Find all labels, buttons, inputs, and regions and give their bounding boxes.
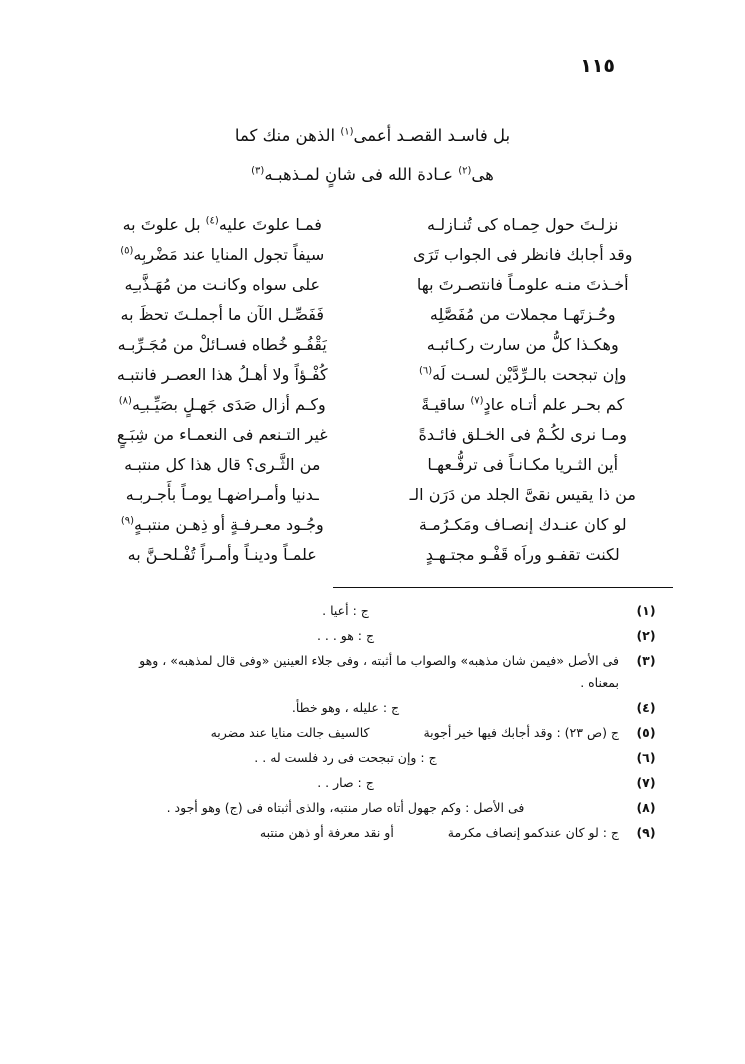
hemistich-right-text: ومـا نرى لكُـمْ فى الخـلق فائـدةً: [418, 424, 628, 444]
footnote-marker: (٦): [636, 749, 656, 765]
footnote-marker: (٨): [636, 799, 656, 815]
hemistich-left: [72, 539, 373, 569]
footnote-text-alt: كالسيف جالت منايا عند مضربه: [210, 724, 370, 740]
verse-row: [72, 539, 673, 569]
hemistich-left-text: وكـم أزال صَدَى جَهـلٍ بصَيِّـبـِه: [131, 394, 326, 414]
hemistich-right-text: لكنت تقفـو وراَه قَفْـو مجتـهـدٍ: [425, 544, 620, 564]
hemistich-left-text: من الثَّـرى؟ قال هذا كل منتبـه: [124, 454, 321, 474]
footnote-ref-7: (٧): [470, 395, 484, 407]
hemistich-right: [373, 509, 674, 539]
hemistich-right-text: وإن تبجحت بالـرِّدَّيْن لسـت لَه: [432, 364, 627, 384]
footnote-text-cont: بمعناه .: [580, 674, 619, 690]
verse-row: [72, 479, 673, 509]
footnote-row: [72, 820, 673, 845]
footnote-text: فى الأصل : وكم جهول أتاه صار منتبه، والذى أثبتاه فى (ج) وهو أجود .: [166, 799, 525, 815]
hemistich-left-text: غير التـنعم فى النعمـاء من شِبَـعٍ: [116, 424, 328, 444]
hemistich-left: [72, 269, 373, 299]
footnote-row: [72, 695, 673, 720]
footnote-body: [72, 598, 673, 845]
hemistich-left-text: علمـاً ودينـاً وأمـراً تُفْـلحـنَّ به: [127, 544, 317, 564]
footnote-row: [72, 648, 673, 695]
verse-row: [72, 509, 673, 539]
verse-row: [72, 299, 673, 329]
hemistich-left: [72, 359, 373, 389]
verse-row: [72, 359, 673, 389]
page-number: ١١٥: [580, 55, 615, 77]
footnote-text-main: ج (ص ٢٣) : وقد أجابك فيها خير أجوبة: [423, 724, 619, 740]
hemistich-right: [373, 449, 674, 479]
hemistich-right-text: من ذا يقيس نقىَّ الجلد من دَرَن الـ: [409, 484, 636, 504]
intro-line-1: [72, 119, 673, 152]
footnote-text: ج : صار . .: [317, 774, 374, 790]
verse-row: [72, 269, 673, 299]
hemistich-left: [72, 419, 373, 449]
footnote-divider: [333, 587, 673, 588]
hemistich-left: [72, 329, 373, 359]
footnote-ref-3: (٣): [251, 165, 265, 177]
hemistich-left: [72, 449, 373, 479]
footnote-text: ج : وإن تبجحت فى رد فلست له . .: [254, 749, 437, 765]
hemistich-left: [72, 239, 373, 269]
hemistich-right: [373, 269, 674, 299]
verse-table: [72, 209, 673, 569]
footnote-text: ج : أعيا .: [322, 602, 369, 618]
hemistich-right-text: وحُـزتَهـا مجملات من مُفَصَّلِه: [429, 304, 616, 324]
footnote-row: [72, 598, 673, 623]
hemistich-left: [72, 479, 373, 509]
footnote-row: [72, 720, 673, 745]
footnote-text-main: فى الأصل «فيمن شان مذهبه» والصواب ما أثبته ، وفى جلاء العينين «وفى قال لمذهبه» ، وهو: [139, 652, 619, 668]
hemistich-right-tail: ساقيـةً: [421, 394, 466, 414]
footnote-ref-1: (١): [340, 126, 354, 138]
hemistich-left-text: فَفَصِّـل الآن ما أجملـتَ تحظَ به: [120, 304, 325, 324]
intro-line-2-text: عـادة الله فى شانٍ لمـذهبـه: [264, 165, 453, 184]
footnote-marker: (٣): [636, 652, 656, 668]
hemistich-right-text: نزلـتَ حول حِمـاه كى تُنـازلـه: [427, 214, 619, 234]
verse-row: [72, 239, 673, 269]
hemistich-left-tail: بل علوتَ به: [122, 214, 201, 234]
verse-body: [72, 209, 673, 569]
footnote-text-alt: أو نقد معرفة أو ذهن منتبه: [259, 824, 394, 840]
hemistich-left: [72, 209, 373, 239]
hemistich-right: [373, 209, 674, 239]
hemistich-right-text: أين الثـريا مكـانـاً فى ترفُّـعهـا: [427, 454, 619, 474]
hemistich-right-text: لو كان عنـدك إنصـاف ومَكـرُمـة: [418, 514, 627, 534]
footnote-ref-9: (٩): [120, 515, 134, 527]
verse-row: [72, 389, 673, 419]
hemistich-left: [72, 509, 373, 539]
footnote-row: [72, 770, 673, 795]
footnote-text: [72, 720, 619, 745]
hemistich-right: [373, 239, 674, 269]
verse-row: [72, 449, 673, 479]
footnote-ref-6: (٦): [418, 365, 433, 377]
hemistich-left: [72, 389, 373, 419]
footnote-text: [72, 648, 619, 695]
footnote-ref-4: (٤): [205, 215, 219, 227]
hemistich-left-text: فمـا علوتَ عليه: [218, 214, 322, 234]
footnote-row: [72, 745, 673, 770]
hemistich-left-text: سيفاً تجول المنايا عند مَضْربِه: [133, 244, 325, 264]
hemistich-right-text: وهكـذا كلُّ من سارت ركـائبـه: [426, 334, 619, 354]
hemistich-right: [373, 419, 674, 449]
footnote-text: ج : هو . . .: [316, 627, 375, 643]
hemistich-left-text: ـدنيا وأمـراضهـا يومـاً بأَجـربـه: [125, 484, 319, 504]
hemistich-right: [373, 389, 674, 419]
footnote-marker: (٧): [636, 774, 656, 790]
hemistich-left-text: كُفْـؤاً ولا أهـلُ هذا العصـر فانتبـه: [116, 364, 328, 384]
hemistich-left-text: على سواه وكانـت من مُهَـذَّبـِه: [124, 274, 321, 294]
footnote-marker: (٩): [636, 824, 656, 840]
footnote-marker: (٢): [636, 627, 656, 643]
intro-couplet: [72, 119, 673, 191]
hemistich-right-text: أخـذتَ منـه علومـاً فانتصـرتَ بها: [416, 274, 629, 294]
verse-row: [72, 329, 673, 359]
hemistich-right-text: وقد أجابك فانظر فى الجواب تَرَى: [413, 244, 633, 264]
intro-line-2-head: هى: [471, 165, 494, 184]
footnote-text: [72, 820, 619, 845]
footnote-ref-5: (٥): [120, 245, 134, 257]
hemistich-left: [72, 299, 373, 329]
hemistich-right: [373, 299, 674, 329]
hemistich-right: [373, 479, 674, 509]
hemistich-right-text: كم بحـر علم أتـاه عادٍ: [483, 394, 625, 414]
footnote-text-main: ج : لو كان عندكمو إنصاف مكرمة: [447, 824, 619, 840]
verse-row: [72, 209, 673, 239]
hemistich-right: [373, 329, 674, 359]
verse-row: [72, 419, 673, 449]
intro-line-1-tail: الذهن منك كما: [234, 126, 336, 145]
footnote-ref-8: (٨): [118, 395, 132, 407]
footnote-ref-2: (٢): [458, 165, 472, 177]
footnote-marker: (٥): [636, 724, 656, 740]
footnote-text: ج : عليله ، وهو خطأ.: [291, 699, 400, 715]
hemistich-right: [373, 359, 674, 389]
hemistich-left-text: وجُـود معـرفـةٍ أو ذِهـن منتبـهٍ: [134, 514, 324, 534]
footnote-row: [72, 623, 673, 648]
footnote-marker: (١): [636, 602, 656, 618]
intro-line-1-text: بل فاسـد القصـد أعمى: [353, 126, 511, 145]
hemistich-left-text: يَقْفُـو خُطاه فسـائلْ من مُجَـرِّبـه: [117, 334, 327, 354]
intro-line-2: [72, 158, 673, 191]
footnote-row: [72, 795, 673, 820]
hemistich-right: [373, 539, 674, 569]
footnote-marker: (٤): [636, 699, 656, 715]
footnote-table: [72, 598, 673, 845]
